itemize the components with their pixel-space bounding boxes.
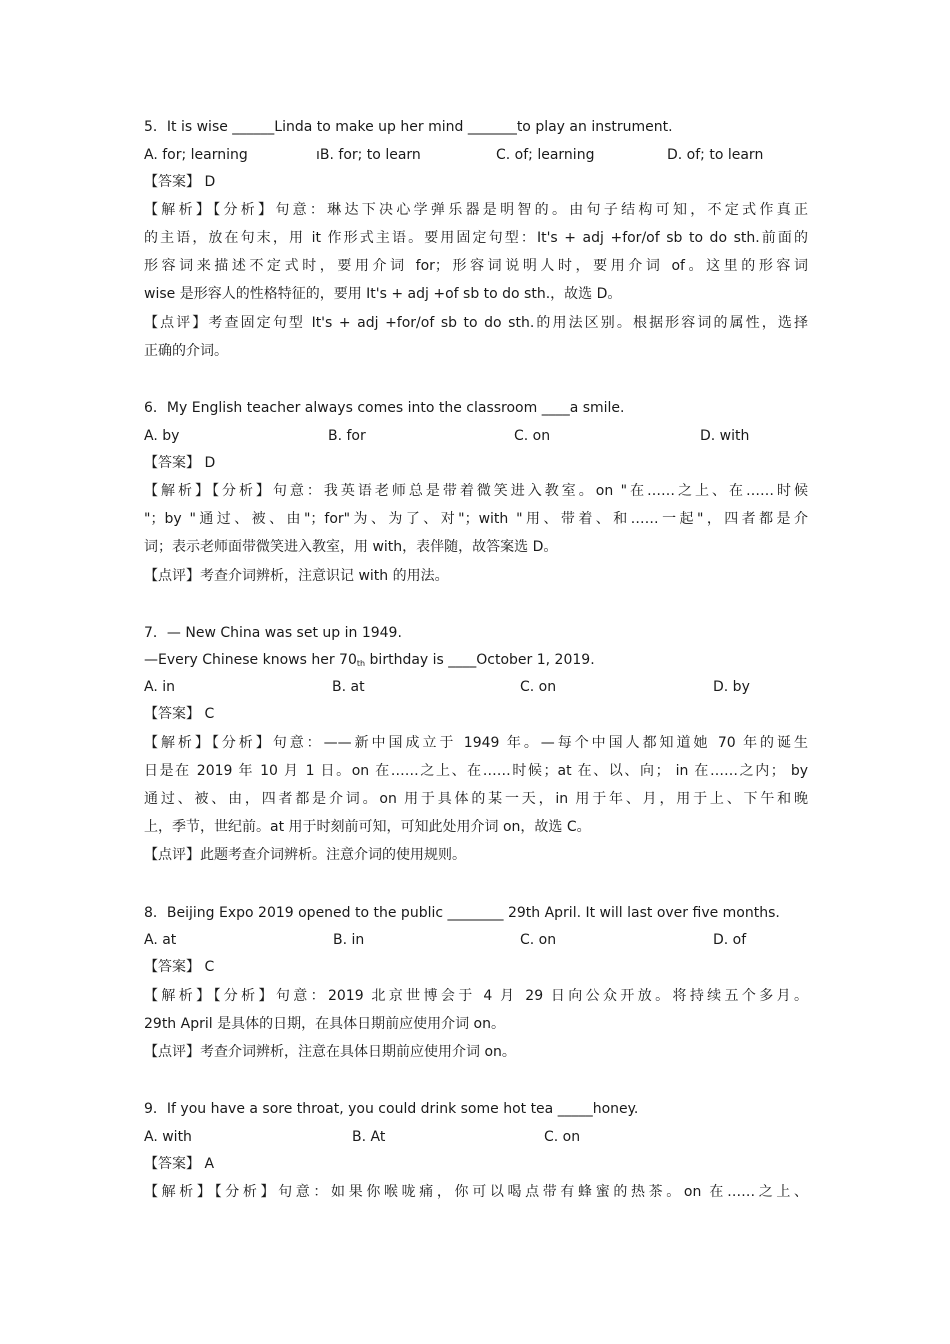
question-9-analysis-line: 【解析】【分析】句意：如果你喉咙痛，你可以喝点带有蜂蜜的热茶。on 在……之上、 (144, 1184, 808, 1200)
question-5-analysis-line: wise 是形容人的性格特征的，要用 It's + adj +of sb to do sth.，故选 D。 (144, 286, 622, 302)
question-5-analysis-line: 的主语，放在句末，用 it 作形式主语。要用固定句型：It's + adj +for/of sb to do sth.前面的 (144, 230, 808, 246)
question-6-option-c: C. on (514, 428, 551, 444)
question-8-option-a: A. at (144, 932, 177, 948)
question-7-dialogue-line: —Every Chinese knows her 70th birthday is ____October 1, 2019. (144, 652, 595, 668)
question-8-option-b: B. in (333, 932, 365, 948)
question-7-option-d: D. by (713, 679, 750, 695)
question-5-analysis-line: 【解析】【分析】句意：琳达下决心学弹乐器是明智的。由句子结构可知，不定式作真正 (144, 202, 808, 218)
question-6-answer: 【答案】 D (144, 455, 216, 471)
question-6-analysis-line: "；by "通过、被、由"；for"为、为了、对"；with "用、带着、和……一起"，四者都是介 (144, 511, 808, 527)
question-8-option-d: D. of (713, 932, 747, 948)
question-5-comment-line: 正确的介词。 (144, 343, 228, 359)
question-7-analysis-line: 上，季节，世纪前。at 用于时刻前可知，可知此处用介词 on，故选 C。 (144, 819, 591, 835)
question-5-option-a: A. for; learning (144, 147, 248, 163)
question-5-answer: 【答案】 D (144, 174, 216, 190)
question-6-option-a: A. by (144, 428, 180, 444)
question-7-analysis-line: 【解析】【分析】句意：——新中国成立于 1949 年。—每个中国人都知道她 70 年的诞生 (144, 735, 808, 751)
question-6-stem: 6．My English teacher always comes into the classroom ____a smile. (144, 400, 625, 416)
question-7-answer: 【答案】 C (144, 706, 215, 722)
question-7-option-b: B. at (332, 679, 365, 695)
question-8-option-c: C. on (520, 932, 557, 948)
question-9-answer: 【答案】 A (144, 1156, 215, 1172)
question-6-analysis-line: 词；表示老师面带微笑进入教室，用 with，表伴随，故答案选 D。 (144, 539, 558, 555)
question-5-comment-line: 【点评】考查固定句型 It's + adj +for/of sb to do sth.的用法区别。根据形容词的属性，选择 (144, 315, 808, 331)
question-9-option-a: A. with (144, 1129, 192, 1145)
question-8-analysis-line: 【解析】【分析】句意：2019 北京世博会于 4 月 29 日向公众开放。将持续五个多月。 (144, 988, 808, 1004)
question-8-stem: 8．Beijing Expo 2019 opened to the public ________ 29th April. It will last over five months. (144, 905, 780, 921)
question-8-analysis-line: 29th April 是具体的日期，在具体日期前应使用介词 on。 (144, 1016, 505, 1032)
question-7-analysis-line: 通过、被、由，四者都是介词。on 用于具体的某一天，in 用于年、月，用于上、下午和晚 (144, 791, 808, 807)
question-9-stem: 9．If you have a sore throat, you could drink some hot tea _____honey. (144, 1101, 639, 1117)
question-7-option-c: C. on (520, 679, 557, 695)
question-7-analysis-line: 日是在 2019 年 10 月 1 日。on 在……之上、在……时候；at 在、以、向； in 在……之内； by (144, 763, 808, 779)
question-5-option-d: D. of; to learn (667, 147, 764, 163)
question-5-option-c: C. of; learning (496, 147, 595, 163)
question-5-analysis-line: 形容词来描述不定式时，要用介词 for；形容词说明人时，要用介词 of。这里的形容词 (144, 258, 808, 274)
question-9-option-c: C. on (544, 1129, 581, 1145)
question-8-answer: 【答案】 C (144, 959, 215, 975)
question-6-option-b: B. for (328, 428, 366, 444)
question-9-option-b: B. At (352, 1129, 386, 1145)
question-6-option-d: D. with (700, 428, 750, 444)
question-7-comment-line: 【点评】此题考查介词辨析。注意介词的使用规则。 (144, 847, 466, 863)
question-6-analysis-line: 【解析】【分析】句意：我英语老师总是带着微笑进入教室。on "在……之上、在……时候 (144, 483, 808, 499)
question-8-comment-line: 【点评】考查介词辨析，注意在具体日期前应使用介词 on。 (144, 1044, 516, 1060)
question-7-option-a: A. in (144, 679, 175, 695)
question-7-dialogue-line: 7．— New China was set up in 1949. (144, 625, 402, 641)
question-5-stem: 5．It is wise ______Linda to make up her mind _______to play an instrument. (144, 119, 673, 135)
question-6-comment-line: 【点评】考查介词辨析，注意识记 with 的用法。 (144, 568, 449, 584)
question-5-option-b: ıB. for; to learn (316, 147, 421, 163)
